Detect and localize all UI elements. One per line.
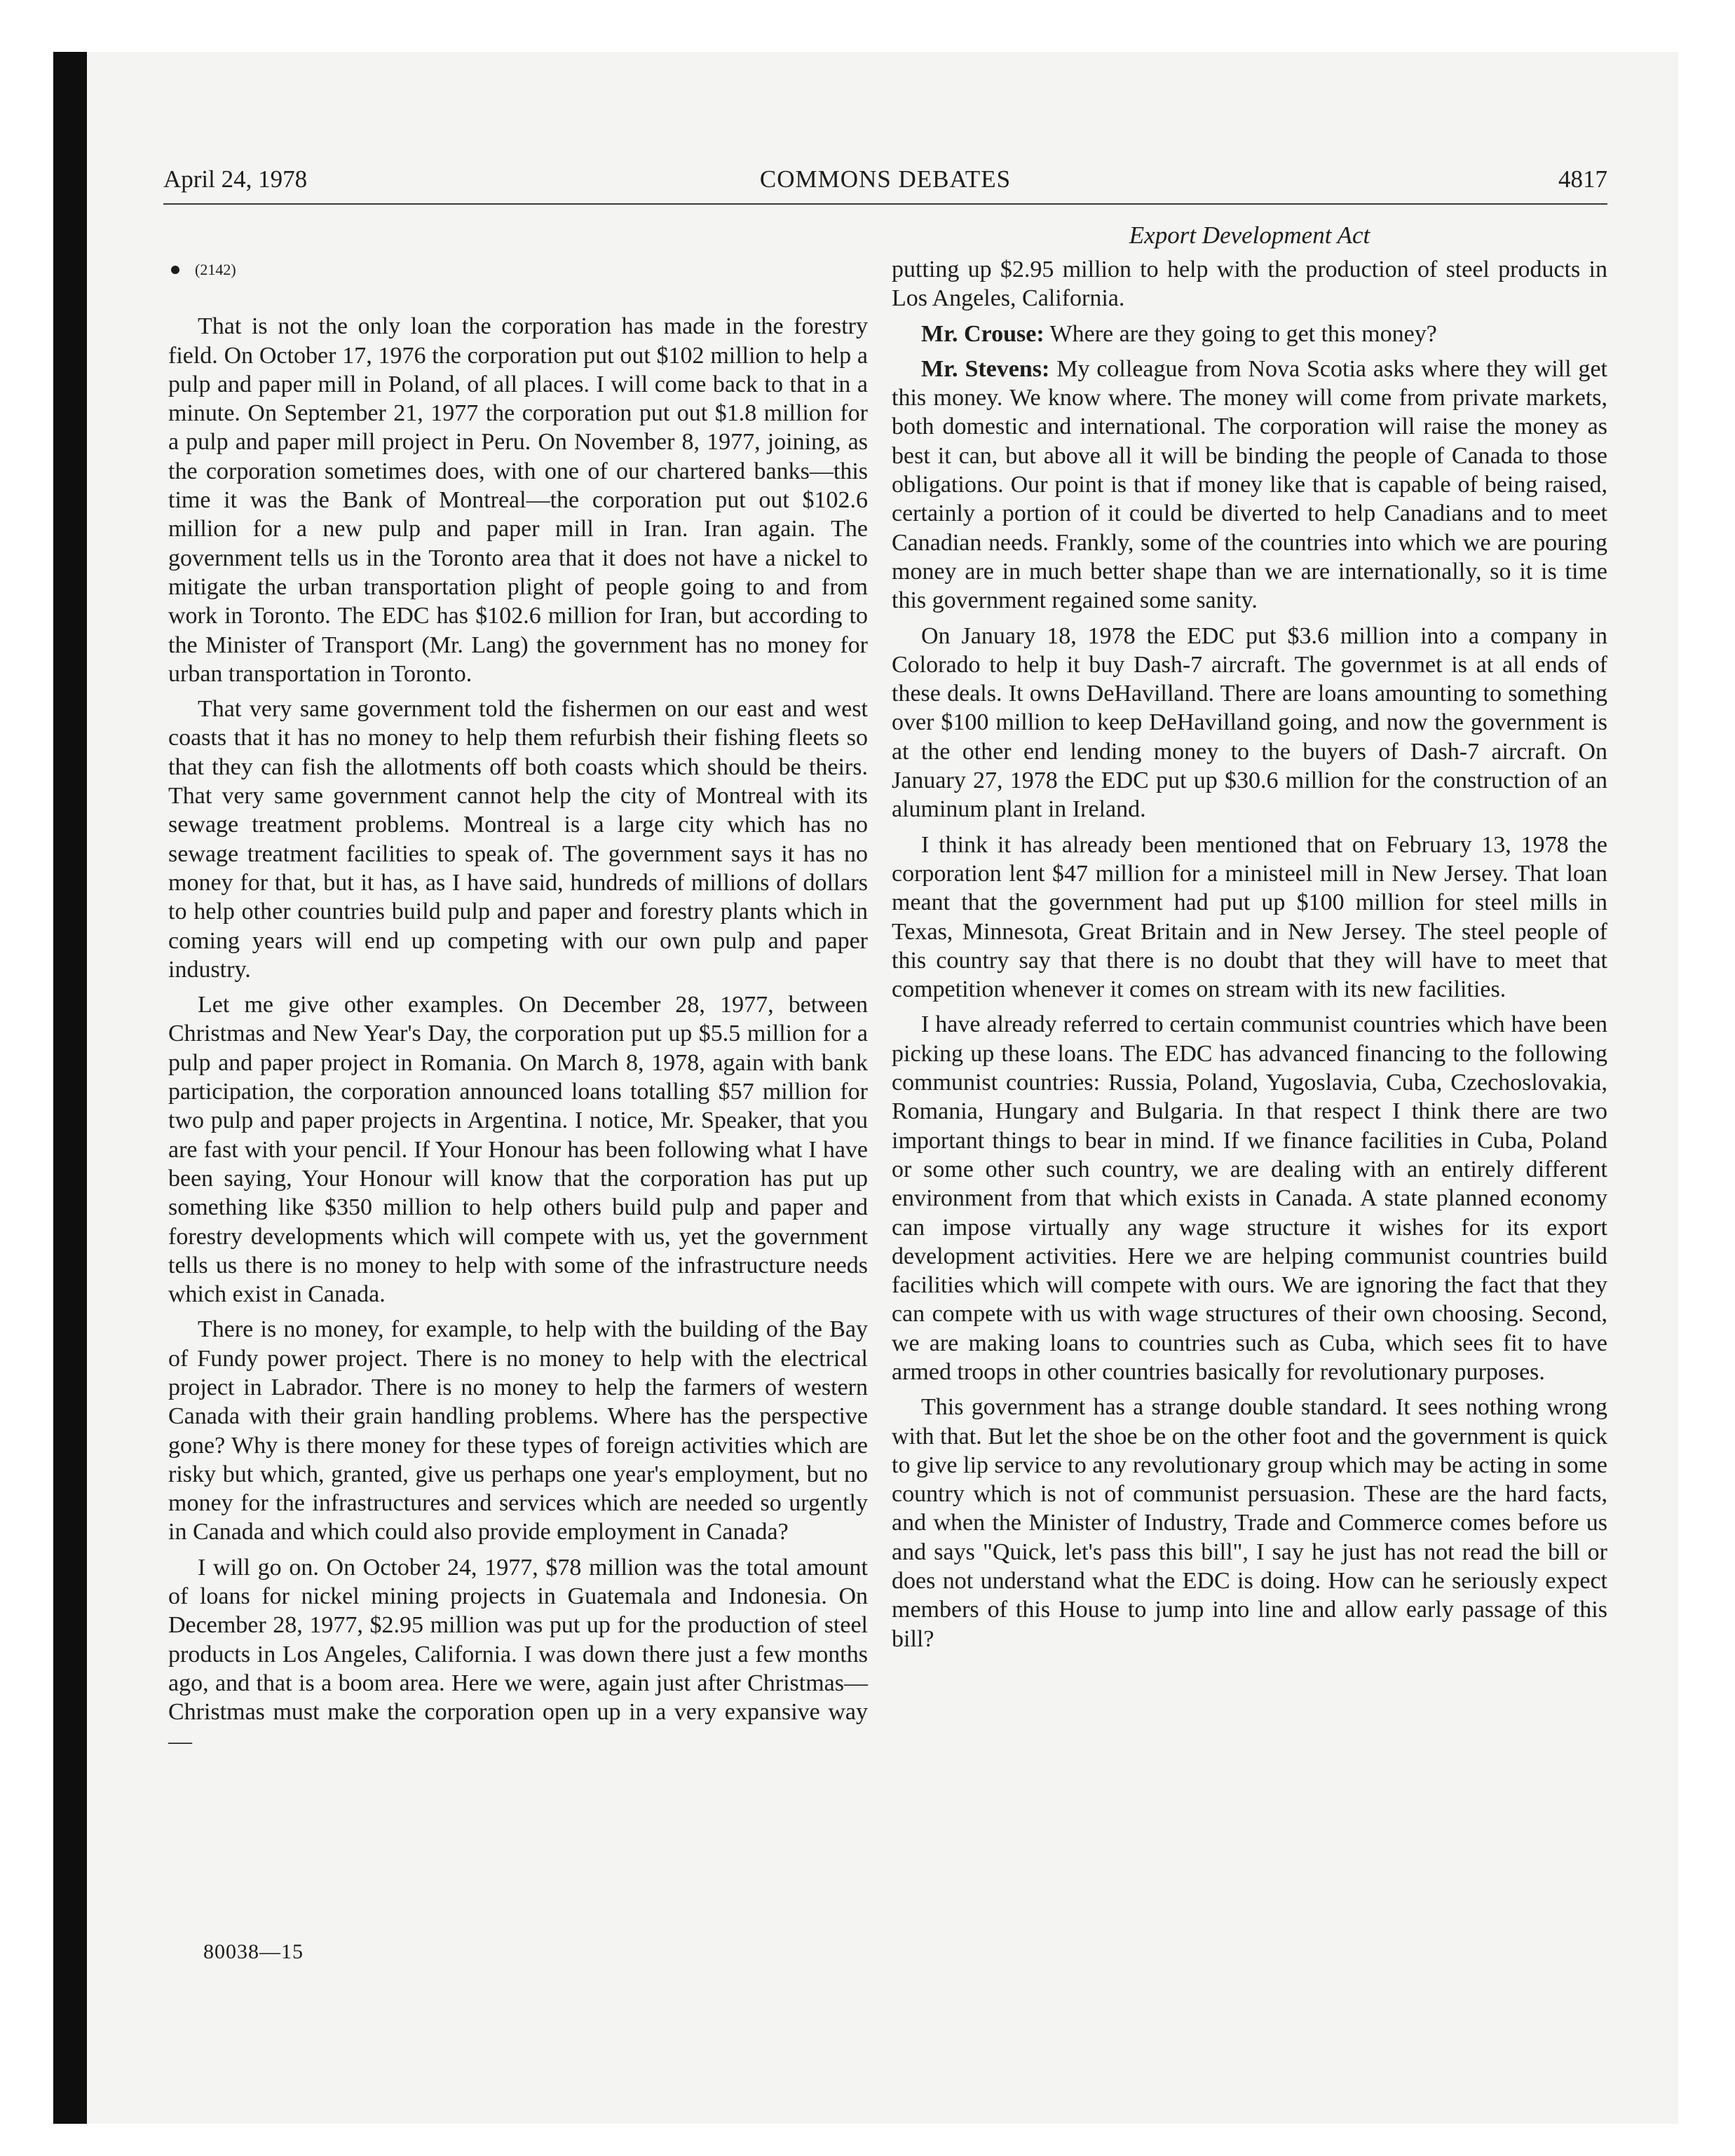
header-page-number: 4817 (1558, 165, 1607, 193)
bullet-icon (171, 266, 179, 274)
right-column (892, 255, 1607, 1660)
paragraph: That very same government told the fishermen on our east and west coasts that it has no money to help them refurbish their fishing fleets so that they can fish the allotments off both coasts which should be theirs. That very same government cannot help the city of Montreal with its sewage treatment problems. Montreal is a large city which has no sewage treatment facilities to speak of. The government says it has no money for that, but it has, as I have said, hundreds of millions of dollars to help other countries build pulp and paper and forestry plants which in coming years will end up competing with our own pulp and paper industry. (168, 696, 868, 983)
paragraph: I will go on. On October 24, 1977, $78 million was the total amount of loans for nickel mining projects in Guatemala and Indonesia. On December 28, 1977, $2.95 million was put up for the production of steel products in Los Angeles, California. I was down there just a few months ago, and that is a boom area. Here we were, again just after Christmas—Christmas must make the corporation open up in a very expansive way— (168, 1554, 868, 1754)
page-header (163, 165, 1607, 205)
paragraph: This government has a strange double standard. It sees nothing wrong with that. But let the shoe be on the other foot and the government is quick to give lip service to any revolutionary group which may be acting in some country which is not of communist persuasion. These are the hard facts, and when the Minister of Industry, Trade and Commerce comes before us and says "Quick, let's pass this bill", I say he just has not read the bill or does not understand what the EDC is doing. How can he seriously expect members of this House to jump into line and allow early passage of this bill? (892, 1394, 1607, 1652)
continued-paragraph: putting up $2.95 million to help with the production of steel products in Los Angeles, California. (892, 257, 1607, 312)
speaker-name: Mr. Stevens: (921, 355, 1050, 382)
time-marker (168, 255, 868, 284)
section-title: Export Development Act (1129, 221, 1370, 249)
speech-paragraph (892, 320, 1607, 348)
speaker-name: Mr. Crouse: (921, 320, 1045, 347)
speech-text: My colleague from Nova Scotia asks where they will get this money. We know where. The money will come from private markets, both domestic and international. The corporation will raise the money as best it can, but above all it will be binding the people of Canada to those obligations. Our point is that if money like that is capable of being raised, certainly a portion of it could be diverted to help Canadians and to meet Canadian needs. Frankly, some of the countries into which we are pouring money are in much better shape than we are internationally, so it is time this government regained some sanity. (892, 355, 1607, 614)
speech-paragraph (892, 355, 1607, 615)
header-title: COMMONS DEBATES (759, 165, 1012, 193)
speech-text: Where are they going to get this money? (1049, 320, 1437, 347)
paragraph: I think it has already been mentioned that on February 13, 1978 the corporation lent $47 million for a ministeel mill in New Jersey. That loan meant that the government had put up $100 million for steel mills in Texas, Minnesota, Great Britain and in New Jersey. The steel people of this country say that there is no doubt that they will have to meet that competition whenever it comes on stream with its new facilities. (892, 831, 1607, 1003)
left-column (168, 255, 868, 1762)
paragraph: There is no money, for example, to help with the building of the Bay of Fundy power project. There is no money to help with the electrical project in Labrador. There is no money to help the farmers of western Canada with their grain handling problems. Where has the perspective gone? Why is there money for these types of foreign activities which are risky but which, granted, give us perhaps one year's employment, but no money for the infrastructures and services which are needed so urgently in Canada and which could also provide employment in Canada? (168, 1316, 868, 1546)
scan-edge-shadow (53, 52, 87, 2124)
time-marker-text: (2142) (195, 261, 236, 278)
paragraph: That is not the only loan the corporation has made in the forestry field. On October 17, 1976 the corporation put out $102 million to help a pulp and paper mill in Poland, of all places. I will come back to that in a minute. On September 21, 1977 the corporation put out $1.8 million for a pulp and paper mill project in Peru. On November 8, 1977, joining, as the corporation sometimes does, with one of our chartered banks—this time it was the Bank of Montreal—the corporation put out $102.6 million for a new pulp and paper mill in Iran. Iran again. The government tells us in the Toronto area that it does not have a nickel to mitigate the urban transportation plight of people going to and from work in Toronto. The EDC has $102.6 million for Iran, but according to the Minister of Transport (Mr. Lang) the government has no money for urban transportation in Toronto. (168, 313, 868, 687)
header-date: April 24, 1978 (163, 165, 308, 193)
footer-code: 80038—15 (203, 1940, 304, 1963)
paragraph: Let me give other examples. On December 28, 1977, between Christmas and New Year's Day, the corporation put up $5.5 million for a pulp and paper project in Romania. On March 8, 1978, again with bank participation, the corporation announced loans totalling $57 million for two pulp and paper projects in Argentina. I notice, Mr. Speaker, that you are fast with your pencil. If Your Honour has been following what I have been saying, Your Honour will know that the corporation has put up something like $350 million to help others build pulp and paper and forestry developments which will compete with us, yet the government tells us there is no money to help with some of the infrastructure needs which exist in Canada. (168, 992, 868, 1308)
paragraph: I have already referred to certain communist countries which have been picking up these loans. The EDC has advanced financing to the following communist countries: Russia, Poland, Yugoslavia, Cuba, Czechoslovakia, Romania, Hungary and Bulgaria. In that respect I think there are two important things to bear in mind. If we finance facilities in Cuba, Poland or some other such country, we are dealing with an entirely different environment from that which exists in Canada. A state planned economy can impose virtually any wage structure it wishes for its export development activities. Here we are helping communist countries build facilities which will compete with ours. We are ignoring the fact that they can compete with us with wage structures of their own choosing. Second, we are making loans to countries such as Cuba, which sees fit to have armed troops in other countries basically for revolutionary purposes. (892, 1011, 1607, 1385)
header-rule (163, 203, 1607, 205)
paragraph: On January 18, 1978 the EDC put $3.6 million into a company in Colorado to help it buy Dash-7 aircraft. The governmet is at all ends of these deals. It owns DeHavilland. There are loans amounting to something over $100 million to keep DeHavilland going, and now the government is at the other end lending money to the buyers of Dash-7 aircraft. On January 27, 1978 the EDC put up $30.6 million for the construction of an aluminum plant in Ireland. (892, 622, 1607, 823)
